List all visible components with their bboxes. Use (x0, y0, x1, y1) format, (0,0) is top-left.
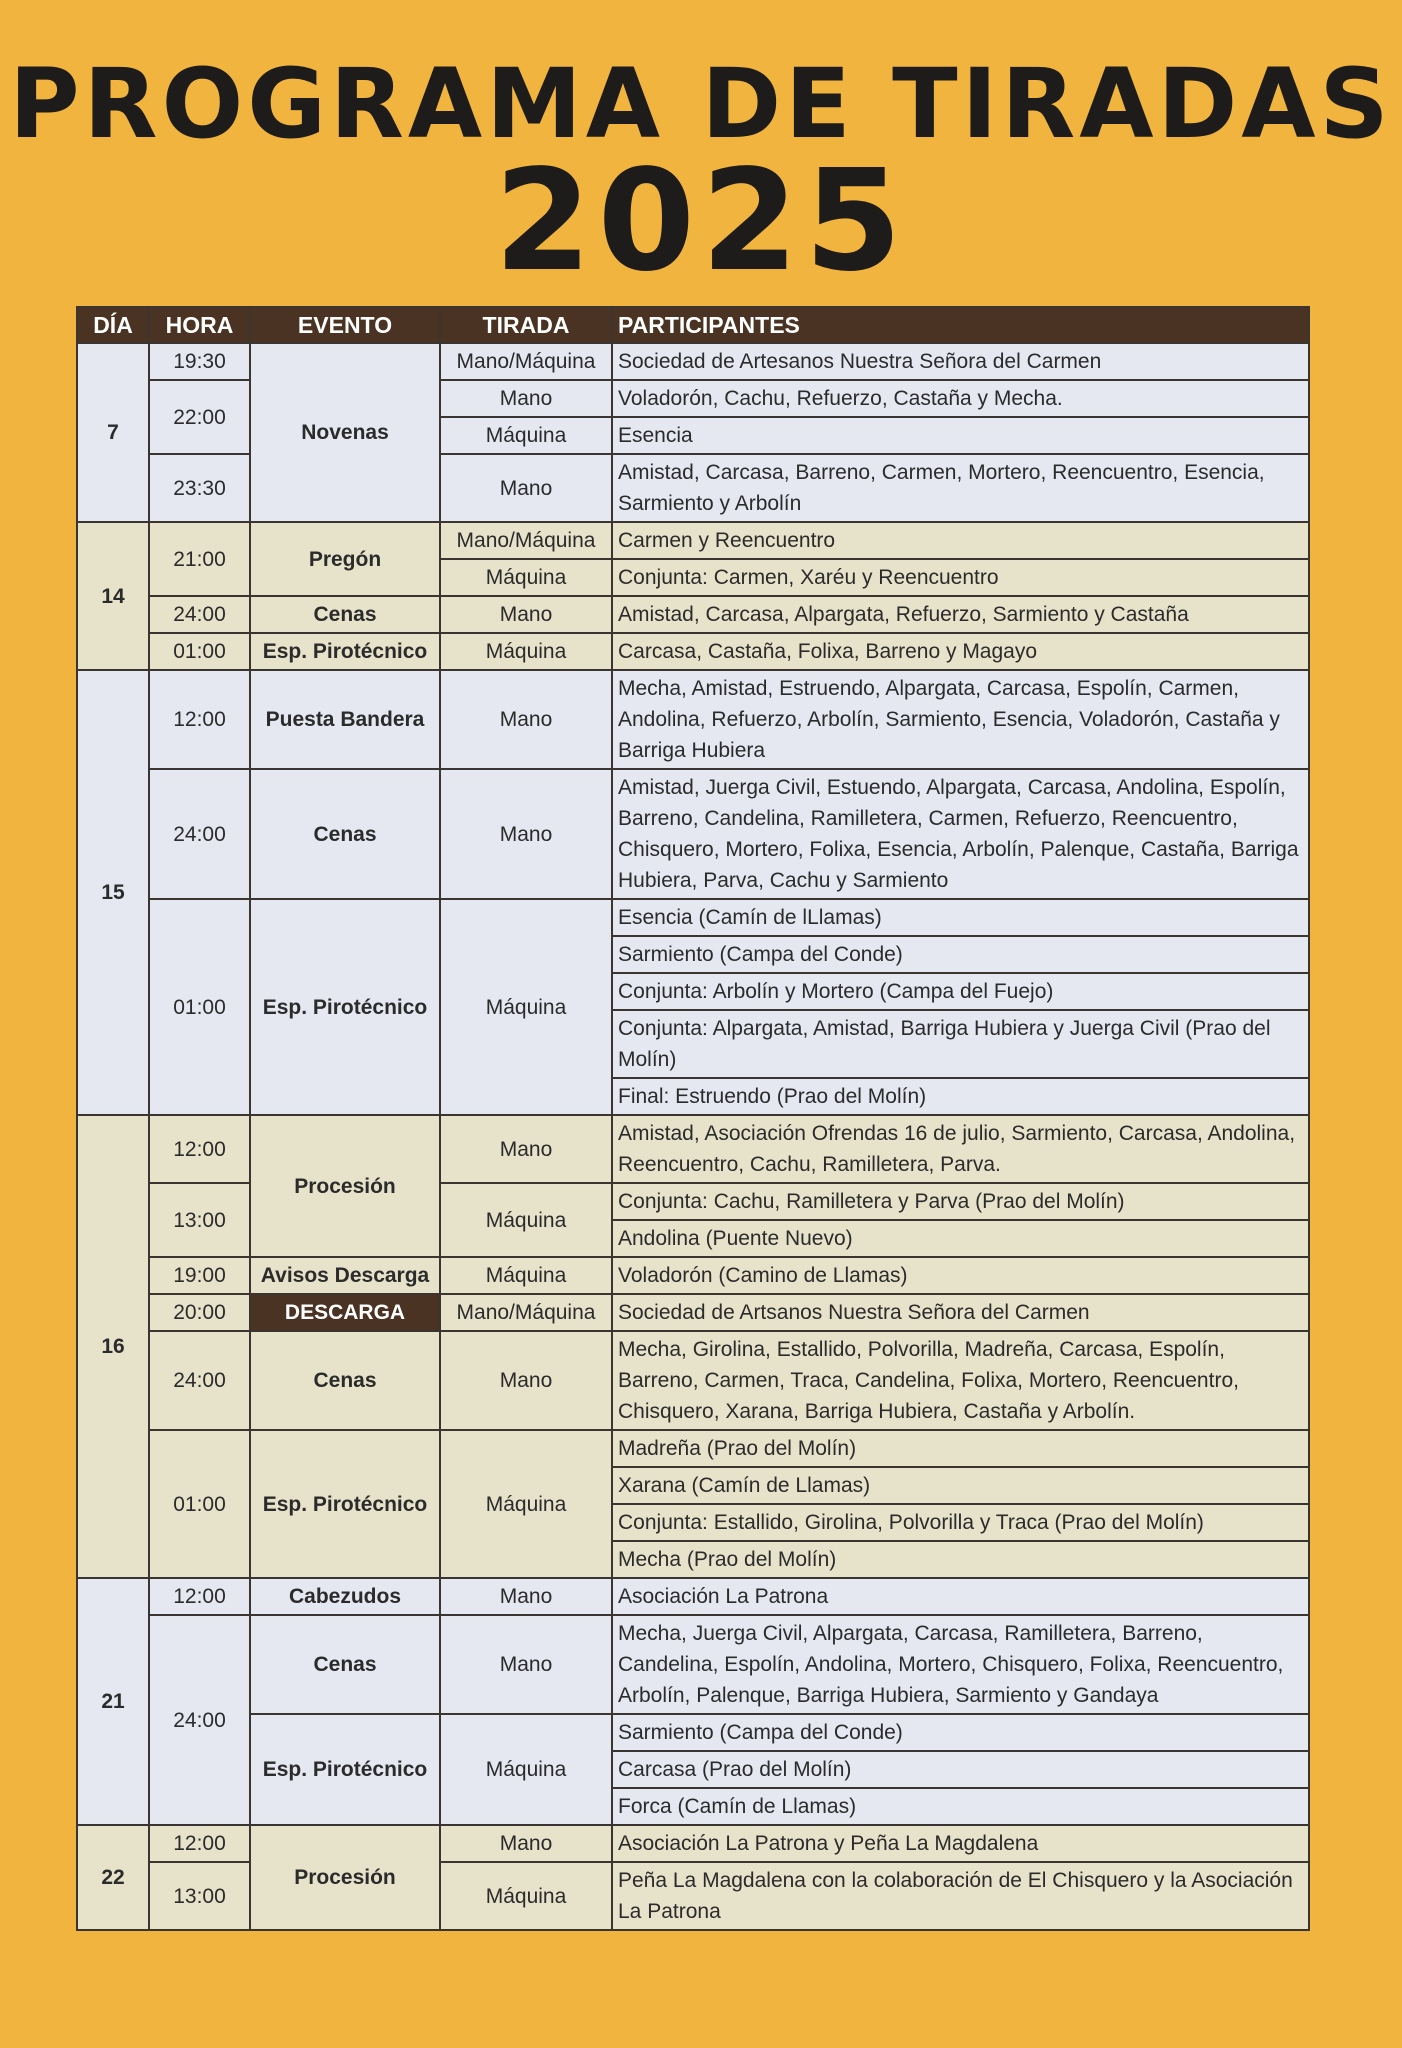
tirada-cell: Mano (440, 380, 612, 417)
dia-cell: 15 (77, 670, 149, 1115)
evento-cell: Procesión (250, 1115, 440, 1257)
hora-cell: 24:00 (149, 1331, 250, 1430)
evento-cell: Esp. Pirotécnico (250, 633, 440, 670)
evento-cell: Pregón (250, 522, 440, 596)
table-row (77, 670, 1309, 769)
evento-cell: Cenas (250, 1331, 440, 1430)
tirada-cell: Mano/Máquina (440, 1294, 612, 1331)
tirada-cell: Mano (440, 670, 612, 769)
hora-cell: 24:00 (149, 1615, 250, 1825)
tirada-cell: Mano (440, 1331, 612, 1430)
participantes-cell: Mecha, Juerga Civil, Alpargata, Carcasa, Ramilletera, Barreno, Candelina, Espolín, Andolina, Mortero, Chisquero, Folixa, Reencuentro, Arbolín, Palenque, Barriga Hubiera, Sarmiento y Gandaya (612, 1615, 1309, 1714)
participantes-cell: Amistad, Carcasa, Alpargata, Refuerzo, Sarmiento y Castaña (612, 596, 1309, 633)
table-row (77, 343, 1309, 380)
hora-cell: 12:00 (149, 670, 250, 769)
participantes-cell: Mecha (Prao del Molín) (612, 1541, 1309, 1578)
hora-cell: 12:00 (149, 1115, 250, 1183)
tirada-cell: Máquina (440, 1862, 612, 1930)
hora-cell: 19:00 (149, 1257, 250, 1294)
table-row (77, 1714, 1309, 1751)
table-row (77, 1257, 1309, 1294)
evento-cell: Puesta Bandera (250, 670, 440, 769)
header-evento: EVENTO (250, 307, 440, 343)
participantes-cell: Amistad, Carcasa, Barreno, Carmen, Mortero, Reencuentro, Esencia, Sarmiento y Arbolín (612, 454, 1309, 522)
participantes-cell: Xarana (Camín de Llamas) (612, 1467, 1309, 1504)
tirada-cell: Máquina (440, 1183, 612, 1257)
table-row (77, 1615, 1309, 1714)
page-year: 2025 (494, 140, 908, 303)
participantes-cell: Conjunta: Cachu, Ramilletera y Parva (Prao del Molín) (612, 1183, 1309, 1220)
participantes-cell: Conjunta: Arbolín y Mortero (Campa del Fuejo) (612, 973, 1309, 1010)
participantes-cell: Mecha, Amistad, Estruendo, Alpargata, Carcasa, Espolín, Carmen, Andolina, Refuerzo, Arbolín, Sarmiento, Esencia, Voladorón, Castaña y Barriga Hubiera (612, 670, 1309, 769)
hora-cell: 13:00 (149, 1183, 250, 1257)
page-title: PROGRAMA DE TIRADAS (9, 48, 1393, 160)
participantes-cell: Mecha, Girolina, Estallido, Polvorilla, Madreña, Carcasa, Espolín, Barreno, Carmen, Traca, Candelina, Folixa, Mortero, Reencuentro, Chisquero, Xarana, Barriga Hubiera, Castaña y Arbolín. (612, 1331, 1309, 1430)
participantes-cell: Sarmiento (Campa del Conde) (612, 936, 1309, 973)
evento-cell: Esp. Pirotécnico (250, 1714, 440, 1825)
tirada-cell: Máquina (440, 1430, 612, 1578)
hora-cell: 13:00 (149, 1862, 250, 1930)
evento-cell: Procesión (250, 1825, 440, 1930)
hora-cell: 12:00 (149, 1825, 250, 1862)
hora-cell: 01:00 (149, 1430, 250, 1578)
participantes-cell: Peña La Magdalena con la colaboración de El Chisquero y la Asociación La Patrona (612, 1862, 1309, 1930)
participantes-cell: Forca (Camín de Llamas) (612, 1788, 1309, 1825)
tirada-cell: Mano (440, 769, 612, 899)
table-row (77, 1825, 1309, 1862)
tirada-cell: Mano (440, 1578, 612, 1615)
hora-cell: 12:00 (149, 1578, 250, 1615)
participantes-cell: Final: Estruendo (Prao del Molín) (612, 1078, 1309, 1115)
participantes-cell: Conjunta: Carmen, Xaréu y Reencuentro (612, 559, 1309, 596)
participantes-cell: Sarmiento (Campa del Conde) (612, 1714, 1309, 1751)
hora-cell: 23:30 (149, 454, 250, 522)
evento-cell: Cenas (250, 1615, 440, 1714)
participantes-cell: Esencia (Camín de lLlamas) (612, 899, 1309, 936)
dia-cell: 7 (77, 343, 149, 522)
participantes-cell: Conjunta: Estallido, Girolina, Polvorilla y Traca (Prao del Molín) (612, 1504, 1309, 1541)
hora-cell: 22:00 (149, 380, 250, 454)
evento-cell: Cenas (250, 769, 440, 899)
evento-cell-highlight: DESCARGA (250, 1294, 440, 1331)
participantes-cell: Amistad, Asociación Ofrendas 16 de julio, Sarmiento, Carcasa, Andolina, Reencuentro, Cachu, Ramilletera, Parva. (612, 1115, 1309, 1183)
participantes-cell: Asociación La Patrona y Peña La Magdalena (612, 1825, 1309, 1862)
header-dia: DÍA (77, 307, 149, 343)
evento-cell: Novenas (250, 343, 440, 522)
table-row (77, 596, 1309, 633)
tirada-cell: Máquina (440, 899, 612, 1115)
tirada-cell: Máquina (440, 1714, 612, 1825)
participantes-cell: Voladorón (Camino de Llamas) (612, 1257, 1309, 1294)
evento-cell: Esp. Pirotécnico (250, 899, 440, 1115)
table-row (77, 1115, 1309, 1183)
hora-cell: 21:00 (149, 522, 250, 596)
table-row (77, 899, 1309, 936)
table-row (77, 1578, 1309, 1615)
participantes-cell: Andolina (Puente Nuevo) (612, 1220, 1309, 1257)
evento-cell: Cenas (250, 596, 440, 633)
participantes-cell: Esencia (612, 417, 1309, 454)
dia-cell: 14 (77, 522, 149, 670)
header-participantes: PARTICIPANTES (612, 307, 1309, 343)
hora-cell: 24:00 (149, 769, 250, 899)
dia-cell: 21 (77, 1578, 149, 1825)
hora-cell: 20:00 (149, 1294, 250, 1331)
evento-cell: Avisos Descarga (250, 1257, 440, 1294)
schedule-table (76, 306, 1310, 1931)
header-tirada: TIRADA (440, 307, 612, 343)
tirada-cell: Mano/Máquina (440, 522, 612, 559)
tirada-cell: Mano (440, 1615, 612, 1714)
hora-cell: 19:30 (149, 343, 250, 380)
participantes-cell: Carcasa, Castaña, Folixa, Barreno y Magayo (612, 633, 1309, 670)
participantes-cell: Carcasa (Prao del Molín) (612, 1751, 1309, 1788)
dia-cell: 22 (77, 1825, 149, 1930)
tirada-cell: Máquina (440, 633, 612, 670)
participantes-cell: Voladorón, Cachu, Refuerzo, Castaña y Mecha. (612, 380, 1309, 417)
table-row (77, 1331, 1309, 1430)
participantes-cell: Madreña (Prao del Molín) (612, 1430, 1309, 1467)
table-row (77, 1294, 1309, 1331)
tirada-cell: Máquina (440, 417, 612, 454)
evento-cell: Cabezudos (250, 1578, 440, 1615)
table-row (77, 1430, 1309, 1467)
tirada-cell: Mano (440, 454, 612, 522)
tirada-cell: Máquina (440, 1257, 612, 1294)
table-row (77, 769, 1309, 899)
participantes-cell: Sociedad de Artesanos Nuestra Señora del Carmen (612, 343, 1309, 380)
table-row (77, 522, 1309, 559)
participantes-cell: Conjunta: Alpargata, Amistad, Barriga Hubiera y Juerga Civil (Prao del Molín) (612, 1010, 1309, 1078)
evento-cell: Esp. Pirotécnico (250, 1430, 440, 1578)
header-hora: HORA (149, 307, 250, 343)
tirada-cell: Mano (440, 1115, 612, 1183)
participantes-cell: Sociedad de Artsanos Nuestra Señora del Carmen (612, 1294, 1309, 1331)
tirada-cell: Máquina (440, 559, 612, 596)
hora-cell: 01:00 (149, 633, 250, 670)
tirada-cell: Mano/Máquina (440, 343, 612, 380)
tirada-cell: Mano (440, 596, 612, 633)
hora-cell: 01:00 (149, 899, 250, 1115)
dia-cell: 16 (77, 1115, 149, 1578)
hora-cell: 24:00 (149, 596, 250, 633)
participantes-cell: Asociación La Patrona (612, 1578, 1309, 1615)
tirada-cell: Mano (440, 1825, 612, 1862)
header-row (77, 307, 1309, 343)
participantes-cell: Carmen y Reencuentro (612, 522, 1309, 559)
participantes-cell: Amistad, Juerga Civil, Estuendo, Alpargata, Carcasa, Andolina, Espolín, Barreno, Candelina, Ramilletera, Carmen, Refuerzo, Reencuentro, Chisquero, Mortero, Folixa, Esencia, Arbolín, Palenque, Castaña, Barriga Hubiera, Parva, Cachu y Sarmiento (612, 769, 1309, 899)
table-row (77, 633, 1309, 670)
